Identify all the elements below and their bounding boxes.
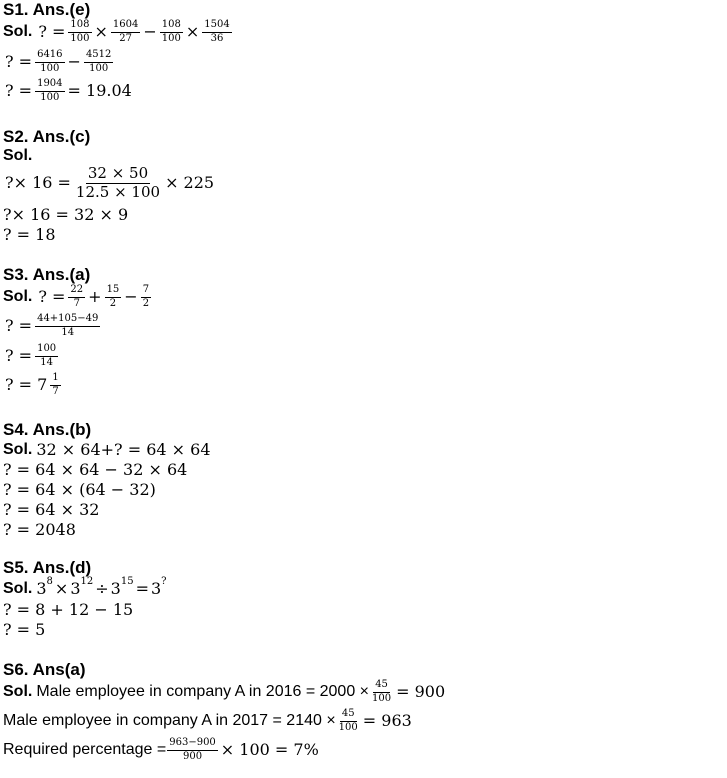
s3-l2-lhs: ? = (5, 316, 33, 335)
s6-line-1 (3, 680, 447, 704)
s1-l2-op-1: − (67, 52, 81, 71)
s5-base-3: 3 (110, 579, 121, 598)
s6-l3-text: Required percentage = (3, 741, 167, 758)
s6-l1-frac: $\frac{45}{100}$ (372, 679, 392, 704)
s2-l1-frac: $\frac{32 \times 50}{12.5 \times 100}$ (75, 164, 161, 201)
s3-l2-frac: $\frac{44+105-49}{14}$ (37, 313, 99, 338)
s1-l1-frac-1: $\frac{108}{100}$ (70, 19, 90, 44)
s5-exp-2: 12 (80, 576, 94, 587)
s4-line-5: ? = 2048 (3, 520, 76, 539)
s6-l2-rhs: = 963 (362, 711, 412, 730)
s3-sol-label: Sol. (3, 288, 33, 305)
s5-exp-4: ? (161, 576, 167, 587)
s6-l1-text: Male employee in company A in 2016 = 2000 × (36, 683, 370, 700)
s5-base-2: 3 (70, 579, 81, 598)
s1-l2-frac-1: $\frac{6416}{100}$ (37, 49, 63, 74)
s4-line-4: ? = 64 × 32 (3, 500, 100, 519)
s6-l2-frac: $\frac{45}{100}$ (338, 708, 358, 733)
s1-line-3 (3, 79, 134, 103)
s3-l4-lhs: ? = 7 (5, 375, 48, 394)
s1-l1-op-2: − (143, 22, 157, 41)
s3-line-4 (3, 373, 62, 397)
s4-sol-label: Sol. (3, 441, 33, 458)
s2-line-3: ? = 18 (3, 225, 56, 244)
s2-l1-lhs: ?× 16 = (5, 173, 71, 193)
s2-line-1 (3, 166, 216, 201)
s1-l1-lhs: ? = (38, 22, 66, 41)
s1-l2-lhs: ? = (5, 52, 33, 71)
s3-l3-frac: $\frac{100}{14}$ (37, 343, 57, 368)
s3-l1-op-1: + (88, 287, 102, 306)
s2-line-0 (3, 148, 36, 164)
s2-heading: S2. Ans.(c) (3, 127, 91, 146)
s6-line-3 (3, 738, 321, 762)
s5-line-2: ? = 8 + 12 − 15 (3, 600, 134, 619)
s5-base-4: 3 (150, 579, 162, 598)
s3-line-1 (3, 285, 152, 309)
s4-l1-text: 32 × 64+? = 64 × 64 (36, 440, 211, 459)
s3-l1-op-2: − (124, 287, 138, 306)
s1-l1-op-3: × (185, 22, 200, 41)
s1-l2-frac-2: $\frac{4512}{100}$ (85, 49, 112, 74)
s1-sol-label: Sol. (3, 23, 33, 40)
s2-l1-rhs: × 225 (165, 173, 215, 193)
s6-l3-rhs: × 100 = 7% (220, 740, 319, 759)
s1-l3-frac: $\frac{1904}{100}$ (37, 78, 63, 103)
s2-sol-label: Sol. (3, 147, 33, 164)
s1-l3-rhs: = 19.04 (67, 81, 132, 100)
s5-line-3: ? = 5 (3, 620, 46, 639)
s4-heading: S4. Ans.(b) (3, 420, 92, 439)
s5-op-2: ÷ (95, 579, 109, 598)
s1-l1-op-1: × (94, 22, 108, 41)
s5-exp-1: 8 (46, 576, 53, 587)
s4-line-1 (3, 442, 211, 458)
s6-line-2 (3, 709, 414, 733)
s6-l1-rhs: = 900 (396, 682, 446, 701)
s3-line-2 (3, 314, 101, 338)
s1-heading: S1. Ans.(e) (3, 0, 91, 19)
s6-l3-frac: $\frac{963-900}{900}$ (169, 737, 216, 762)
s3-line-3 (3, 344, 59, 368)
s5-op-1: × (54, 579, 69, 598)
s3-l1-frac-3: $\frac{7}{2}$ (142, 284, 150, 309)
s1-line-1 (3, 20, 233, 44)
s1-l1-frac-3: $\frac{108}{100}$ (161, 19, 181, 44)
s1-line-2 (3, 50, 114, 74)
s5-heading: S5. Ans.(d) (3, 558, 92, 577)
s1-l3-lhs: ? = (5, 81, 33, 100)
s1-l1-frac-4: $\frac{1504}{36}$ (204, 19, 230, 44)
s4-line-2: ? = 64 × 64 − 32 × 64 (3, 460, 188, 479)
s6-heading: S6. Ans(a) (3, 660, 86, 679)
s3-l1-frac-2: $\frac{15}{2}$ (106, 284, 120, 309)
s6-l2-text: Male employee in company A in 2017 = 2140 × (3, 712, 336, 729)
s6-sol-label: Sol. (3, 683, 33, 700)
s5-exp-3: 15 (120, 576, 134, 587)
s2-line-2: ?× 16 = 32 × 9 (3, 205, 129, 224)
s5-eq: = (135, 579, 149, 598)
s3-l3-lhs: ? = (5, 346, 33, 365)
s5-base-1: 3 (36, 579, 47, 598)
s3-heading: S3. Ans.(a) (3, 265, 91, 284)
s1-l1-frac-2: $\frac{1604}{27}$ (112, 19, 139, 44)
s5-line-1 (3, 576, 167, 598)
s5-sol-label: Sol. (3, 580, 33, 597)
s3-l4-frac: $\frac{1}{7}$ (52, 372, 59, 397)
s3-l1-lhs: ? = (38, 287, 66, 306)
s3-l1-frac-1: $\frac{22}{7}$ (70, 284, 84, 309)
s4-line-3: ? = 64 × (64 − 32) (3, 480, 156, 499)
